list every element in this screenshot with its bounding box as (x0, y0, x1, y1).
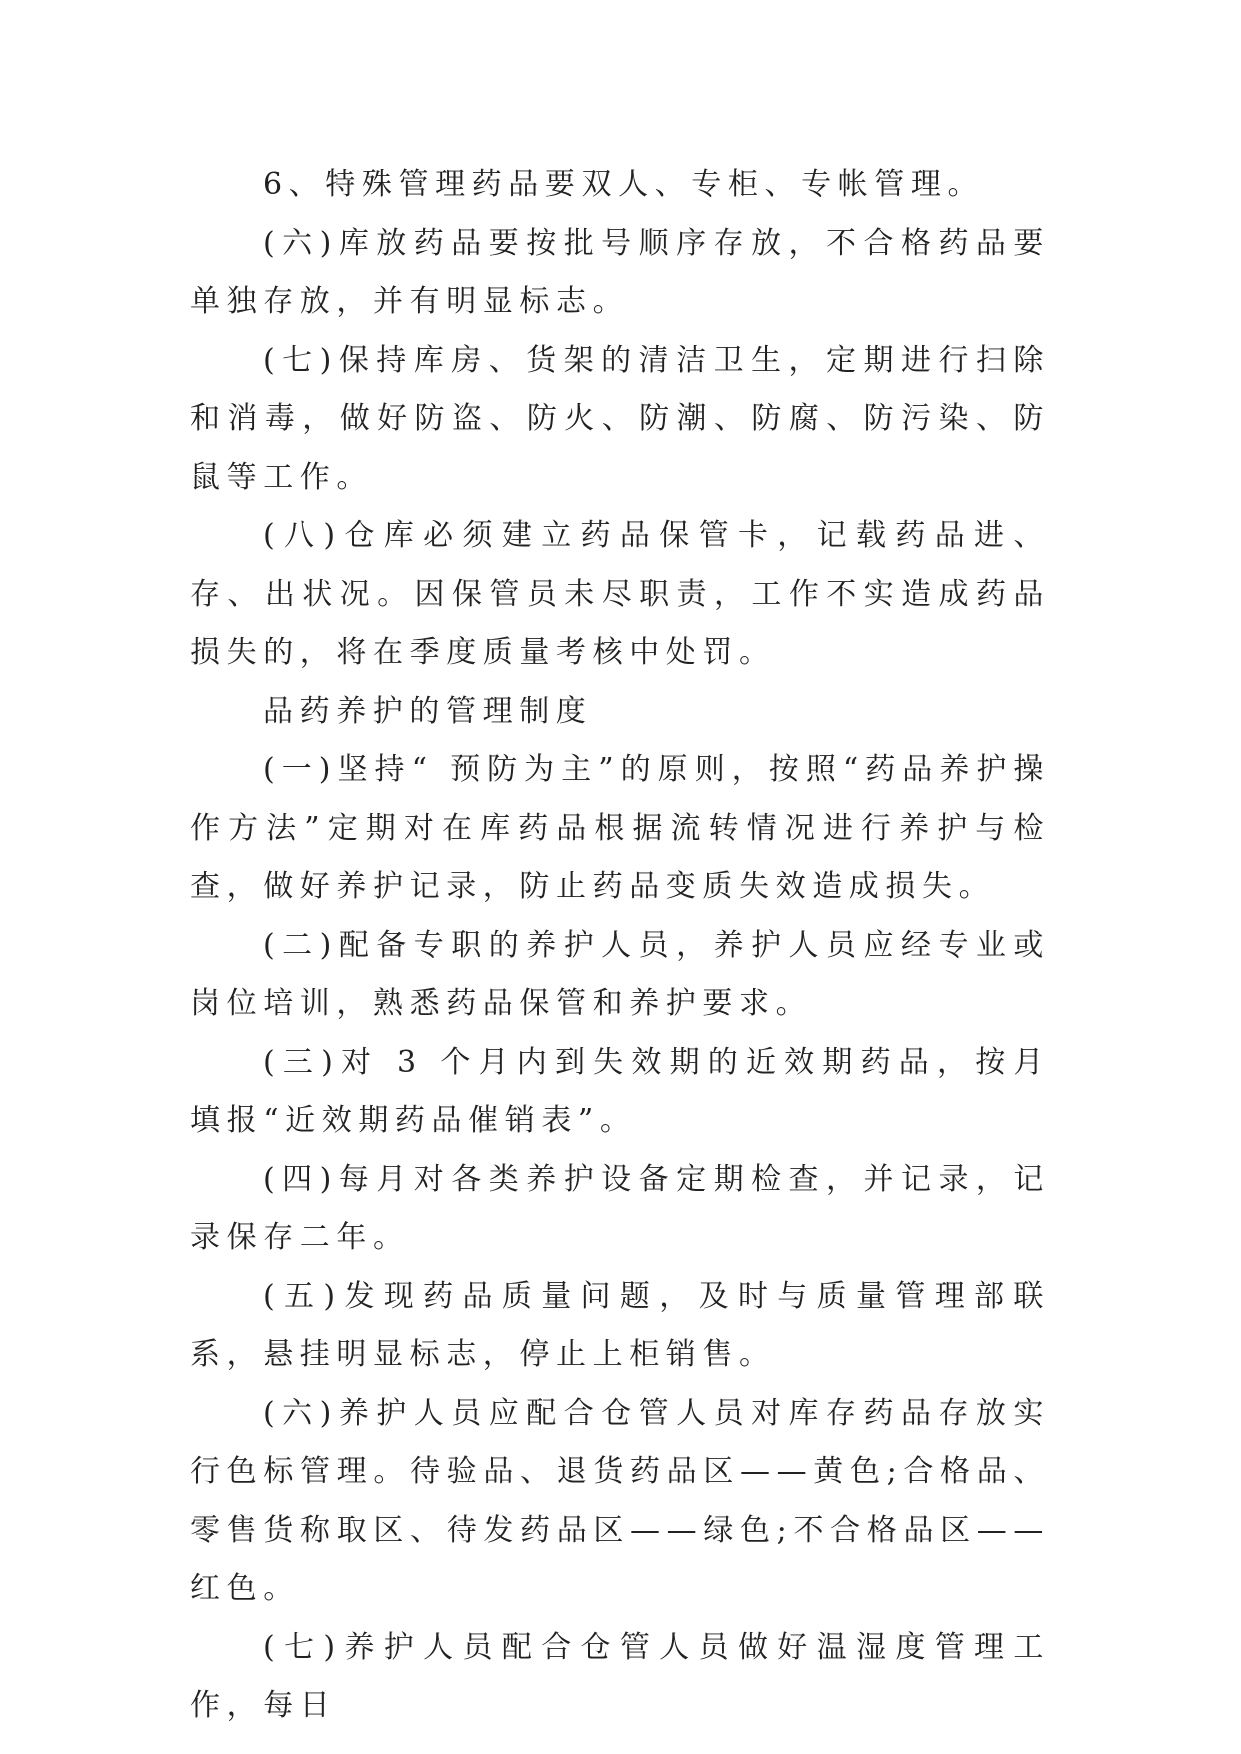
paragraph-color-coding: (六)养护人员应配合仓管人员对库存药品存放实行色标管理。待验品、退货药品区——黄色;合格品、零售货称取区、待发药品区——绿色;不合格品区——红色。 (190, 1395, 1050, 1606)
section-heading-maintenance-system: 品药养护的管理制度 (263, 693, 593, 729)
paragraph-dedicated-staff: (二)配备专职的养护人员，养护人员应经专业或岗位培训，熟悉药品保管和养护要求。 (190, 927, 1050, 1021)
paragraph-near-expiry: (三)对 3 个月内到失效期的近效期药品，按月填报“近效期药品催销表”。 (190, 1044, 1050, 1138)
paragraph-storage-card: (八)仓库必须建立药品保管卡，记载药品进、存、出状况。因保管员未尽职责，工作不实造成药品损失的，将在季度质量考核中处罚。 (190, 518, 1050, 670)
paragraph-equipment-check: (四)每月对各类养护设备定期检查，并记录，记录保存二年。 (190, 1161, 1050, 1255)
paragraph-prevention-first: (一)坚持“ 预防为主”的原则，按照“药品养护操作方法”定期对在库药品根据流转情况进行养护与检查，做好养护记录，防止药品变质失效造成损失。 (190, 752, 1050, 904)
paragraph-storage-by-batch: (六)库放药品要按批号顺序存放，不合格药品要单独存放，并有明显标志。 (190, 225, 1050, 319)
document-body (190, 156, 1050, 1736)
paragraph-temperature-humidity: (七)养护人员配合仓管人员做好温湿度管理工作，每日 (190, 1629, 1050, 1723)
paragraph-special-drug-management: 6、特殊管理药品要双人、专柜、专帐管理。 (263, 167, 985, 202)
paragraph-warehouse-hygiene: (七)保持库房、货架的清洁卫生，定期进行扫除和消毒，做好防盗、防火、防潮、防腐、防污染、防鼠等工作。 (190, 342, 1050, 495)
paragraph-quality-issues: (五)发现药品质量问题，及时与质量管理部联系，悬挂明显标志，停止上柜销售。 (190, 1278, 1050, 1372)
